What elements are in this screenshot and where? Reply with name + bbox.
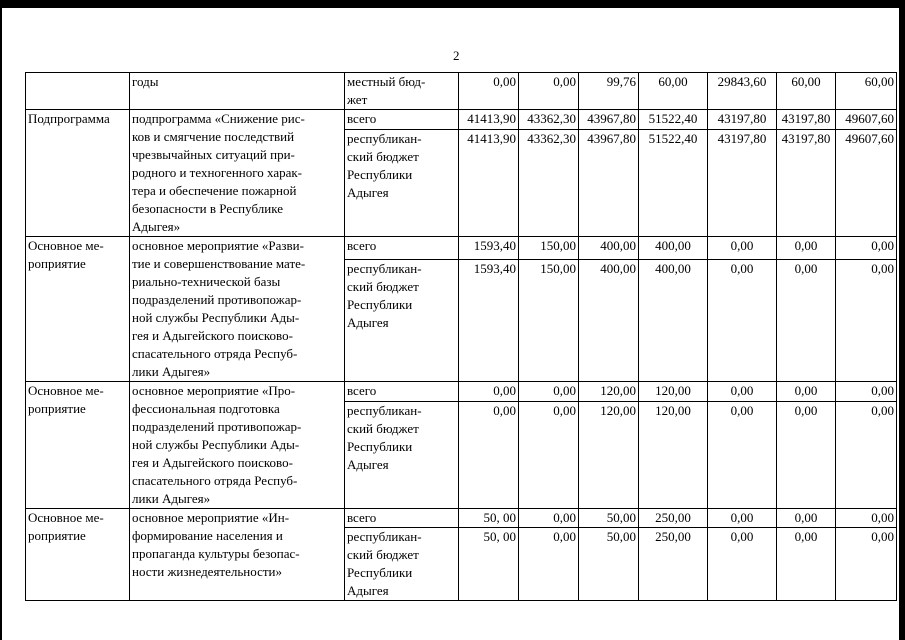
value-cell: 43362,30: [519, 110, 579, 130]
name-line: ности жизнедеятельности»: [132, 564, 282, 579]
value-cell: 0,00: [519, 509, 579, 528]
table-row-total: [26, 382, 897, 402]
cell-entry-type: Основное ме-роприятие: [26, 237, 130, 382]
value-cell: 1593,40: [459, 260, 519, 382]
cell-source-local: [345, 73, 459, 110]
source-line: Республики: [347, 297, 413, 313]
scan-border-right: [899, 0, 905, 640]
source-line: Республики: [347, 167, 413, 183]
value-cell: 120,00: [639, 382, 708, 402]
table-row-header: [26, 73, 897, 110]
value-cell: 0,00: [708, 260, 777, 382]
name-line: риально-технической базы: [132, 274, 281, 289]
name-line: Адыгея»: [132, 219, 181, 234]
value-cell: 41413,90: [459, 130, 519, 237]
value-cell: 49607,60: [836, 130, 897, 237]
value-cell: 0,00: [519, 382, 579, 402]
value-cell: 0,00: [708, 237, 777, 260]
source-line: Республики: [347, 565, 413, 580]
value-cell: 0,00: [777, 509, 836, 528]
source-line: ский бюджет: [347, 149, 419, 165]
value-cell: 0,00: [459, 73, 519, 110]
source-line: местный бюд-: [347, 74, 426, 89]
value-cell: 43362,30: [519, 130, 579, 237]
name-line: тера и обеспечение пожарной: [132, 183, 297, 198]
name-line: тие и совершенствование мате-: [132, 256, 306, 271]
value-cell: 0,00: [519, 528, 579, 601]
value-cell: 250,00: [639, 509, 708, 528]
budget-table: [25, 72, 897, 601]
value-cell: 43967,80: [579, 130, 639, 237]
name-line: формирование населения и: [132, 528, 283, 543]
scan-border-left: [0, 0, 2, 640]
value-cell: 0,00: [519, 73, 579, 110]
name-line: подразделений противопожар-: [132, 419, 302, 434]
name-line: чрезвычайных ситуаций при-: [132, 147, 295, 162]
name-line: фессиональная подготовка: [132, 401, 280, 416]
value-cell: 0,00: [459, 382, 519, 402]
value-cell: 0,00: [777, 528, 836, 601]
name-line: гея и Адыгейского поисково-: [132, 328, 293, 343]
value-cell: 250,00: [639, 528, 708, 601]
cell-total-label: всего: [345, 382, 459, 402]
cell-source-republic: [345, 528, 459, 601]
source-line: жет: [347, 92, 368, 107]
name-line: спасательного отряда Респуб-: [132, 346, 298, 361]
source-line: республикан-: [347, 131, 422, 147]
value-cell: 60,00: [777, 73, 836, 110]
value-cell: 400,00: [639, 237, 708, 260]
value-cell: 0,00: [836, 260, 897, 382]
value-cell: 50, 00: [459, 528, 519, 601]
name-line: основное мероприятие «Про-: [132, 383, 296, 398]
source-line: Адыгея: [347, 457, 389, 473]
source-line: республикан-: [347, 261, 422, 277]
value-cell: 99,76: [579, 73, 639, 110]
value-cell: 50,00: [579, 509, 639, 528]
value-cell: 50,00: [579, 528, 639, 601]
source-line: ский бюджет: [347, 279, 419, 295]
name-line: ной службы Республики Ады-: [132, 437, 300, 452]
name-line: подразделений противопожар-: [132, 292, 302, 307]
cell-total-label: всего: [345, 110, 459, 130]
value-cell: 0,00: [836, 402, 897, 509]
value-cell: 0,00: [777, 382, 836, 402]
source-line: Республики: [347, 439, 413, 455]
value-cell: 0,00: [777, 260, 836, 382]
source-line: республикан-: [347, 403, 422, 419]
name-line: подпрограмма «Снижение рис-: [132, 111, 305, 126]
value-cell: 43197,80: [708, 130, 777, 237]
value-cell: 29843,60: [708, 73, 777, 110]
cell-entry-type: Основное ме-роприятие: [26, 509, 130, 601]
cell-source-republic: [345, 260, 459, 382]
value-cell: 0,00: [836, 528, 897, 601]
cell-entry-name: [130, 382, 345, 509]
table-row-total: [26, 110, 897, 130]
cell-total-label: всего: [345, 509, 459, 528]
value-cell: 51522,40: [639, 110, 708, 130]
value-cell: 120,00: [579, 402, 639, 509]
name-line: пропаганда культуры безопас-: [132, 546, 300, 561]
name-line: безопасности в Республике: [132, 201, 283, 216]
value-cell: 0,00: [836, 509, 897, 528]
value-cell: 50, 00: [459, 509, 519, 528]
value-cell: 400,00: [579, 260, 639, 382]
cell-entry-name: [130, 237, 345, 382]
value-cell: 0,00: [777, 237, 836, 260]
value-cell: 0,00: [708, 509, 777, 528]
value-cell: 60,00: [639, 73, 708, 110]
value-cell: 0,00: [836, 237, 897, 260]
value-cell: 0,00: [777, 402, 836, 509]
value-cell: 400,00: [579, 237, 639, 260]
cell-entry-type: Подпрограмма: [26, 110, 130, 237]
cell-entry-name: [130, 110, 345, 237]
value-cell: 43967,80: [579, 110, 639, 130]
value-cell: 41413,90: [459, 110, 519, 130]
name-line: родного и техногенного харак-: [132, 165, 303, 180]
page-number: 2: [453, 48, 460, 63]
value-cell: 0,00: [708, 402, 777, 509]
source-line: Адыгея: [347, 185, 389, 201]
program-blocks: [26, 110, 897, 601]
value-cell: 120,00: [579, 382, 639, 402]
value-cell: 60,00: [836, 73, 897, 110]
cell-source-republic: [345, 130, 459, 237]
source-line: ский бюджет: [347, 421, 419, 437]
value-cell: 0,00: [519, 402, 579, 509]
value-cell: 1593,40: [459, 237, 519, 260]
value-cell: 0,00: [708, 528, 777, 601]
source-line: Адыгея: [347, 315, 389, 331]
value-cell: 400,00: [639, 260, 708, 382]
cell-total-label: всего: [345, 237, 459, 260]
value-cell: 150,00: [519, 260, 579, 382]
name-line: ной службы Республики Ады-: [132, 310, 300, 325]
name-line: гея и Адыгейского поисково-: [132, 455, 293, 470]
value-cell: 120,00: [639, 402, 708, 509]
cell-source-republic: [345, 402, 459, 509]
name-line: лики Адыгея»: [132, 491, 211, 506]
value-cell: 0,00: [459, 402, 519, 509]
cell-entry-name: [130, 509, 345, 601]
cell-entry-type: Основное ме-роприятие: [26, 382, 130, 509]
value-cell: 43197,80: [777, 110, 836, 130]
value-cell: 43197,80: [708, 110, 777, 130]
value-cell: 43197,80: [777, 130, 836, 237]
value-cell: 150,00: [519, 237, 579, 260]
name-line: ков и смягчение последствий: [132, 129, 295, 144]
value-cell: 49607,60: [836, 110, 897, 130]
table-row-total: [26, 237, 897, 260]
name-line: лики Адыгея»: [132, 364, 211, 379]
scan-border-top: [0, 0, 905, 8]
cell-years-label: годы: [130, 73, 345, 110]
name-line: основное мероприятие «Ин-: [132, 510, 290, 525]
source-line: Адыгея: [347, 583, 389, 598]
name-line: основное мероприятие «Разви-: [132, 238, 304, 253]
value-cell: 51522,40: [639, 130, 708, 237]
source-line: ский бюджет: [347, 547, 419, 562]
value-cell: 0,00: [708, 382, 777, 402]
source-line: республикан-: [347, 529, 422, 544]
name-line: спасательного отряда Респуб-: [132, 473, 298, 488]
cell-type-header: [26, 73, 130, 110]
table-row-total: [26, 509, 897, 528]
value-cell: 0,00: [836, 382, 897, 402]
